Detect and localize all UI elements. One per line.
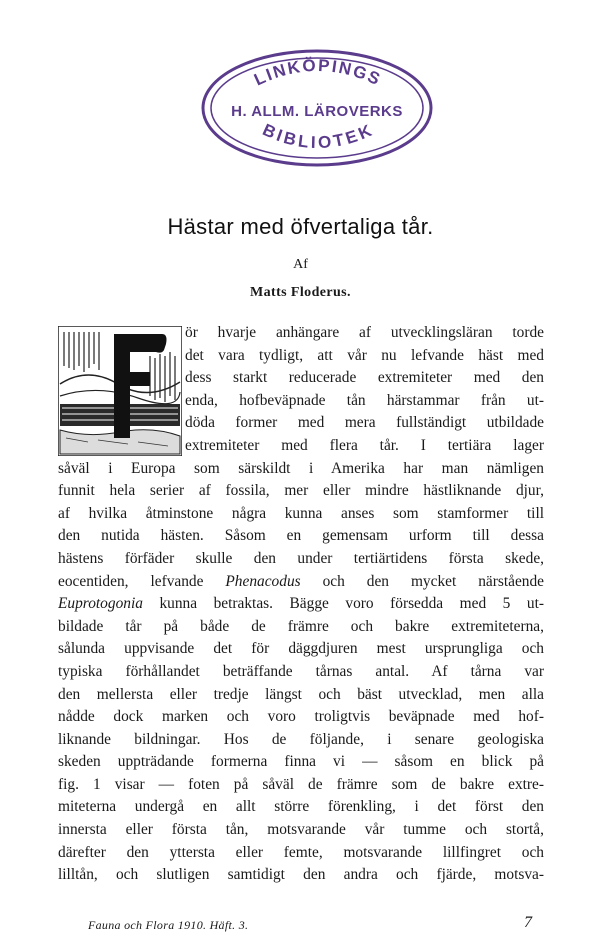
body-line: ör hvarje anhängare af utvecklingsläran torde: [185, 324, 544, 341]
page-number: 7: [524, 914, 532, 931]
body-line: lilltån, och slutligen samtidigt den andra och fjärde, motsva-: [58, 866, 544, 884]
body-line: fig. 1 visar — foten på såväl de främre som de bakre extre-: [58, 775, 544, 793]
svg-text:BIBLIOTEK: [260, 120, 377, 152]
author-name: Matts Floderus.: [250, 285, 351, 300]
body-line: Euprotogonia kunna betraktas. Bägge voro försedda med 5 ut-: [58, 595, 544, 613]
body-line: enda, hofbeväpnade tån härstammar från ut-: [185, 391, 544, 409]
library-stamp: [200, 48, 435, 168]
body-line: skeden uppträdande formerna finna vi — såsom en blick på: [58, 753, 544, 771]
body-line: nådde dock marken och voro troligtvis beväpnade med hof-: [58, 708, 544, 726]
body-line: det vara tydligt, att vår nu lefvande häst med: [185, 346, 544, 364]
stamp-middle-text: H. ALLM. LÄROVERKS: [231, 103, 403, 120]
article-body: [58, 322, 544, 887]
article-title: Hästar med öfvertaliga tår.: [167, 214, 434, 239]
body-line: bildade tår på både de främre och bakre extremiteterna,: [58, 617, 544, 635]
body-line: innersta eller första tån, motsvarande vår tumme och stortå,: [58, 821, 544, 839]
body-line: dess starkt reducerade extremiteter med den: [185, 369, 544, 387]
body-line: den nutida hästen. Såsom en gemensam urform till dessa: [58, 527, 544, 545]
body-line: eocentiden, lefvande Phenacodus och den mycket närstående: [58, 572, 544, 590]
body-line: döda former med mera fullständigt utbildade: [185, 414, 544, 432]
body-line: den mellersta eller tredje längst och bäst utvecklad, men alla: [58, 685, 544, 703]
body-line: såväl i Europa som särskildt i Amerika har man nämligen: [58, 459, 544, 477]
body-line: liknande bildningar. Hos de följande, i senare geologiska: [58, 730, 544, 748]
stamp-top-text: LINKÖPINGS: [251, 55, 385, 90]
journal-footer: Fauna och Flora 1910. Häft. 3.: [88, 918, 249, 932]
library-stamp-graphic: [200, 48, 435, 168]
body-line: hästens förfäder skulle den under tertiärtidens första skede,: [58, 549, 544, 567]
body-line: funnit hela serier af fossila, mer eller mindre hästliknande djur,: [58, 482, 544, 500]
stamp-bottom-text: BIBLIOTEK: [259, 119, 378, 153]
body-line: extremiteter med flera tår. I tertiära lager: [185, 436, 544, 454]
svg-text:LINKÖPINGS: [251, 56, 384, 90]
body-line: miteterna undergå en allt större förenkling, i det först den: [58, 798, 544, 816]
body-line: sålunda uppvisande det för däggdjuren mest ursprungliga och: [58, 640, 544, 658]
body-line: därefter den yttersta eller femte, motsvarande lillfingret och: [58, 843, 544, 861]
body-line: typiska förhållandet beträffande tårnas antal. Af tårna var: [58, 662, 544, 680]
body-line: af hvilka åtminstone några kunna anses som stamformer till: [58, 504, 544, 522]
byline-prefix: Af: [293, 257, 308, 272]
